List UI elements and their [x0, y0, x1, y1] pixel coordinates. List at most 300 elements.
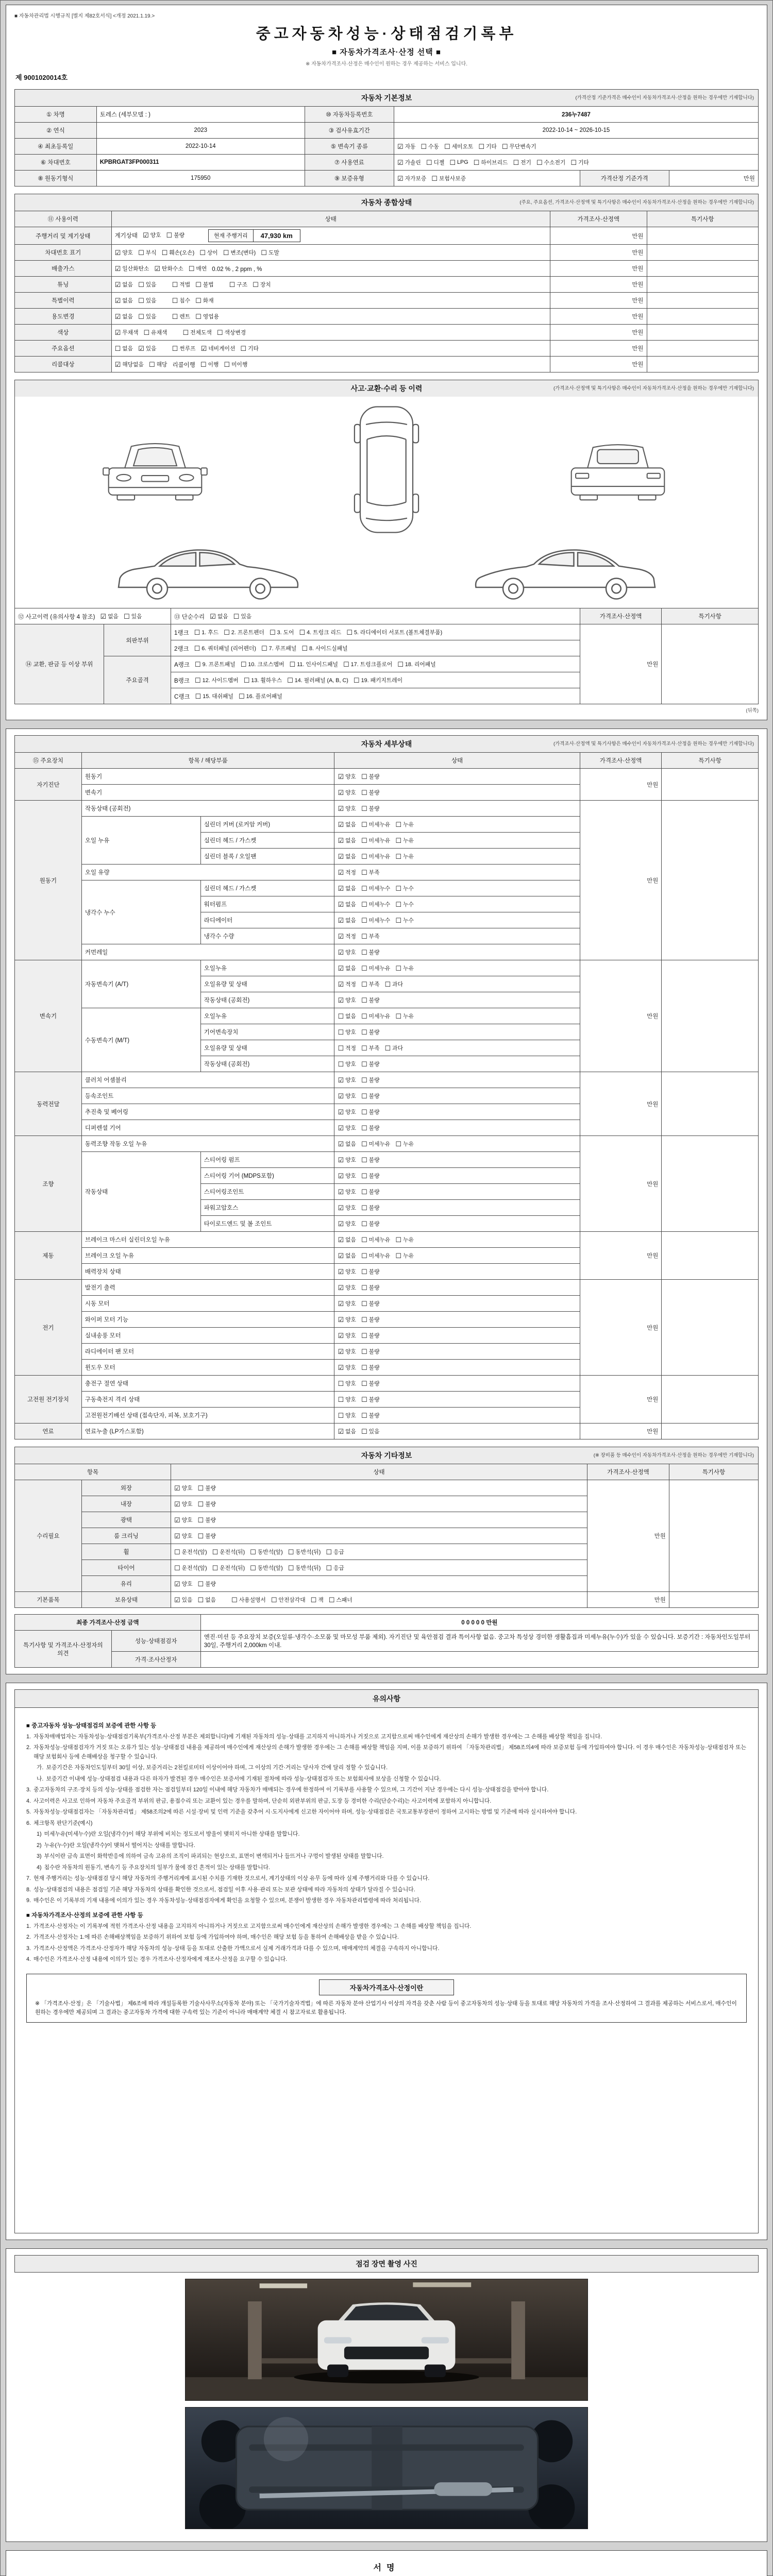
- checkbox-없음[interactable]: ☑ 없음: [100, 612, 119, 620]
- checkbox-양호[interactable]: ☑ 양호: [338, 1299, 356, 1308]
- checkbox-14. 필러패널 (A, B, C)[interactable]: ☐ 14. 필러패널 (A, B, C): [287, 676, 348, 684]
- checkbox-불량[interactable]: ☐ 불량: [361, 804, 380, 812]
- checkbox-양호[interactable]: ☑ 양호: [338, 948, 356, 956]
- notice-item: 2. 자동차성능·상태점검자가 거짓 또는 오류가 있는 성능·상태점검 내용을 제공하여 매수인에게 재산상의 손해가 발생한 경우에는 그 손해를 배상할 책임을 지며, 이를 보증하기 위하여 「자동차관리법」 제58조의4에 따라 보증보험 등에 가입하여야 합니다. 이 경우 매수인은 자동차성능·상태점검자 또는 해당 보험회사 등에 손해배상을 청구할 수 있습니다.: [26, 1744, 747, 1760]
- cell: 만원: [587, 1480, 669, 1592]
- header-cell: 휠: [81, 1544, 171, 1560]
- checkbox-동반석(뒤)[interactable]: ☐ 동반석(뒤): [288, 1564, 321, 1572]
- checkbox-없음[interactable]: ☑ 없음: [338, 964, 356, 972]
- header-cell: 가격산정 기준가격: [580, 171, 669, 187]
- header-cell: ⑤ 변속기 종류: [305, 139, 394, 155]
- checkbox-기타[interactable]: ☐ 기타: [478, 142, 497, 150]
- checkbox-불량[interactable]: ☐ 불량: [197, 1484, 216, 1492]
- checkbox-미세누유[interactable]: ☐ 미세누유: [361, 852, 391, 860]
- checkbox-누유[interactable]: ☐ 누유: [395, 1235, 414, 1244]
- checkbox-미세누수[interactable]: ☐ 미세누수: [361, 916, 391, 924]
- checkbox-양호[interactable]: ☑ 양호: [338, 1347, 356, 1355]
- checkbox-불량[interactable]: ☐ 불량: [197, 1532, 216, 1540]
- checkbox-색상변경[interactable]: ☐ 색상변경: [216, 328, 246, 336]
- checkbox-누유[interactable]: ☐ 누유: [395, 1251, 414, 1260]
- cell: [662, 624, 759, 704]
- checkbox-없음[interactable]: ☑ 없음: [338, 1427, 356, 1435]
- cell: 실린더 헤드 / 가스켓: [200, 880, 334, 896]
- header-cell: ⑦ 사용연료: [305, 155, 394, 171]
- checkbox-양호[interactable]: ☑ 양호: [338, 1219, 356, 1228]
- checkbox-불량[interactable]: ☐ 불량: [197, 1580, 216, 1588]
- checkbox-사용설명서[interactable]: ☐ 사용설명서: [231, 1596, 266, 1604]
- checkbox-양호[interactable]: ☑ 양호: [338, 788, 356, 796]
- cell: 만원: [550, 261, 647, 277]
- checkbox-구조[interactable]: ☐ 구조: [229, 280, 248, 289]
- checkbox-미세누유[interactable]: ☐ 미세누유: [361, 1140, 391, 1148]
- cell: [171, 1560, 587, 1576]
- panel-detail-page: [6, 728, 767, 1674]
- checkbox-양호[interactable]: ☐ 양호: [338, 1411, 356, 1419]
- checkbox-응급[interactable]: ☐ 응급: [326, 1564, 344, 1572]
- checkbox-부족[interactable]: ☐ 부족: [361, 980, 380, 988]
- checkbox-9. 프론트패널[interactable]: ☐ 9. 프론트패널: [194, 660, 236, 668]
- checkbox-누유[interactable]: ☐ 누유: [395, 852, 414, 860]
- header-cell: 변속기: [15, 960, 82, 1072]
- header-cell: 특별이력: [15, 293, 112, 309]
- checkbox-전체도색[interactable]: ☐ 전체도색: [182, 328, 212, 336]
- cell: [334, 801, 580, 817]
- checkbox-미세누유[interactable]: ☐ 미세누유: [361, 820, 391, 828]
- inspection-photo-underbody: [185, 2407, 588, 2529]
- cell: [334, 1232, 580, 1248]
- section-basic-note: (가격산정 기준가격은 매수인이 자동차가격조사·산정을 원하는 경우에만 기재합니다): [575, 95, 754, 101]
- page-mark: (뒤쪽): [746, 708, 759, 714]
- checkbox-해당없음[interactable]: ☑ 해당없음: [114, 360, 144, 368]
- checkbox-없음[interactable]: ☑ 없음: [338, 900, 356, 908]
- checkbox-불량[interactable]: ☐ 불량: [361, 788, 380, 796]
- checkbox-미세누유[interactable]: ☐ 미세누유: [361, 1012, 391, 1020]
- checkbox-적법[interactable]: ☐ 적법: [172, 280, 191, 289]
- checkbox-이행[interactable]: ☐ 이행: [200, 360, 219, 368]
- cell: 작동상태 (공회전): [200, 992, 334, 1008]
- section-accident-title: 사고·교환·수리 등 이력: [350, 384, 423, 393]
- notice-item: 2. 가격조사·산정자는 1.에 따른 손해배상책임을 보증하기 위하여 보험 등에 가입하여야 하며, 매수인은 해당 보험 등을 통하여 손해배상을 받을 수 있습니다.: [26, 1934, 399, 1941]
- checkbox-없음[interactable]: ☑ 없음: [338, 836, 356, 844]
- checkbox-네비게이션[interactable]: ☑ 네비게이션: [200, 344, 236, 352]
- cell: [647, 245, 758, 261]
- checkbox-훼손(오손)[interactable]: ☐ 훼손(오손): [161, 248, 195, 257]
- notice-item: 4. 사고이력은 사고로 인하여 자동차 주요골격 부위의 판금, 용접수리 또는 교환이 있는 경우를 말하며, 단순히 외판부위의 판금, 도장 등 경미한 수리(단순수리)는 사고이력에 포함하지 아니합니다.: [26, 1798, 492, 1804]
- header-cell: 전기: [15, 1280, 82, 1376]
- checkbox-양호[interactable]: ☑ 양호: [338, 996, 356, 1004]
- checkbox-불량[interactable]: ☐ 불량: [361, 1347, 380, 1355]
- checkbox-불량[interactable]: ☐ 불량: [361, 772, 380, 781]
- checkbox-적정[interactable]: ☑ 적정: [338, 932, 356, 940]
- checkbox-양호[interactable]: ☑ 양호: [338, 1108, 356, 1116]
- header-cell: 동력전달: [15, 1072, 82, 1136]
- checkbox-무단변속기[interactable]: ☐ 무단변속기: [501, 142, 536, 150]
- checkbox-없음[interactable]: ☑ 없음: [338, 884, 356, 892]
- section-etc-title: 자동차 기타정보: [361, 1451, 412, 1460]
- checkbox-불량[interactable]: ☐ 불량: [361, 1315, 380, 1324]
- checkbox-누유[interactable]: ☐ 누유: [395, 836, 414, 844]
- signature-area[interactable]: [14, 2573, 759, 2576]
- checkbox-미이행[interactable]: ☐ 미이행: [224, 360, 248, 368]
- checkbox-18. 리어패널[interactable]: ☐ 18. 리어패널: [397, 660, 436, 668]
- cell: 배력장치 상태: [81, 1264, 334, 1280]
- checkbox-적정[interactable]: ☐ 적정: [338, 1044, 356, 1052]
- checkbox-양호[interactable]: ☐ 양호: [338, 1395, 356, 1403]
- checkbox-미세누유[interactable]: ☐ 미세누유: [361, 1235, 391, 1244]
- checkbox-불량[interactable]: ☐ 불량: [361, 1331, 380, 1340]
- checkbox-불량[interactable]: ☐ 불량: [361, 1219, 380, 1228]
- cell: [334, 976, 580, 992]
- checkbox-양호[interactable]: ☑ 양호: [174, 1500, 193, 1508]
- cell: 등속조인트: [81, 1088, 334, 1104]
- cell: 2023: [96, 123, 305, 139]
- checkbox-12. 사이드멤버[interactable]: ☐ 12. 사이드멤버: [194, 676, 239, 684]
- checkbox-있음[interactable]: ☐ 있음: [123, 612, 142, 620]
- checkbox-해당[interactable]: ☐ 해당: [148, 360, 167, 368]
- checkbox-미세누유[interactable]: ☐ 미세누유: [361, 964, 391, 972]
- checkbox-11. 인사이드패널[interactable]: ☐ 11. 인사이드패널: [289, 660, 338, 668]
- checkbox-불량[interactable]: ☐ 불량: [361, 1283, 380, 1292]
- checkbox-동반석(앞)[interactable]: ☐ 동반석(앞): [250, 1548, 283, 1556]
- cell: 타이로드엔드 및 볼 조인트: [200, 1216, 334, 1232]
- cell: 만원: [580, 1136, 662, 1232]
- checkbox-과다[interactable]: ☐ 과다: [384, 980, 404, 988]
- checkbox-세미오토[interactable]: ☐ 세미오토: [444, 142, 474, 150]
- checkbox-불량[interactable]: ☐ 불량: [361, 1395, 380, 1403]
- checkbox-미세누유[interactable]: ☐ 미세누유: [361, 836, 391, 844]
- checkbox-불량[interactable]: ☐ 불량: [361, 1411, 380, 1419]
- cell: [662, 769, 759, 801]
- checkbox-양호[interactable]: ☑ 양호: [338, 1188, 356, 1196]
- checkbox-있음[interactable]: ☐ 있음: [138, 296, 157, 304]
- cell: 만원: [580, 1423, 662, 1439]
- cell: [111, 341, 550, 357]
- checkbox-2. 프론트펜더[interactable]: ☐ 2. 프론트펜더: [224, 628, 264, 636]
- checkbox-양호[interactable]: ☑ 양호: [338, 1267, 356, 1276]
- header-cell: 외장: [81, 1480, 171, 1496]
- checkbox-불량[interactable]: ☐ 불량: [361, 1108, 380, 1116]
- checkbox-누수[interactable]: ☐ 누수: [395, 900, 414, 908]
- notice-part2-title: ■ 자동차가격조사·산정의 보증에 관한 사항 등: [26, 1912, 143, 1919]
- cell: [334, 817, 580, 833]
- checkbox-불량[interactable]: ☐ 불량: [361, 996, 380, 1004]
- section-photos-title: 점검 장면 촬영 사진: [356, 2260, 417, 2268]
- car-diagram-side-right: [454, 538, 676, 603]
- checkbox-불량[interactable]: ☐ 불량: [361, 1092, 380, 1100]
- checkbox-불량[interactable]: ☐ 불량: [361, 1204, 380, 1212]
- checkbox-13. 휠하우스[interactable]: ☐ 13. 휠하우스: [243, 676, 282, 684]
- checkbox-변조(변타)[interactable]: ☐ 변조(변타): [223, 248, 256, 257]
- checkbox-7. 루프패널[interactable]: ☐ 7. 루프패널: [261, 644, 297, 652]
- checkbox-불법[interactable]: ☐ 불법: [195, 280, 214, 289]
- cell: 만원: [550, 309, 647, 325]
- checkbox-있음[interactable]: ☐ 있음: [361, 1427, 380, 1435]
- cell: [334, 1408, 580, 1423]
- cell: [111, 245, 550, 261]
- cell: [171, 1592, 587, 1608]
- checkbox-불량[interactable]: ☐ 불량: [361, 1379, 380, 1387]
- checkbox-자가보증[interactable]: ☑ 자가보증: [397, 174, 427, 182]
- checkbox-양호[interactable]: ☐ 양호: [338, 1028, 356, 1036]
- cell: 스티어링 기어 (MDPS포함): [200, 1168, 334, 1184]
- checkbox-없음[interactable]: ☐ 없음: [114, 344, 133, 352]
- checkbox-양호[interactable]: ☑ 양호: [338, 1283, 356, 1292]
- checkbox-있음[interactable]: ☑ 있음: [174, 1596, 193, 1604]
- checkbox-동반석(앞)[interactable]: ☐ 동반석(앞): [250, 1564, 283, 1572]
- header-cell: 차대번호 표기: [15, 245, 112, 261]
- checkbox-없음[interactable]: ☑ 없음: [338, 916, 356, 924]
- checkbox-불량[interactable]: ☐ 불량: [361, 1124, 380, 1132]
- checkbox-없음[interactable]: ☑ 없음: [210, 612, 228, 620]
- cell: [662, 1136, 759, 1232]
- checkbox-불량[interactable]: ☐ 불량: [197, 1516, 216, 1524]
- checkbox-동반석(뒤)[interactable]: ☐ 동반석(뒤): [288, 1548, 321, 1556]
- checkbox-양호[interactable]: ☑ 양호: [338, 1092, 356, 1100]
- checkbox-없음[interactable]: ☑ 없음: [338, 1140, 356, 1148]
- cell: [334, 1296, 580, 1312]
- cell: [647, 227, 758, 245]
- cell: 오일누유: [200, 1008, 334, 1024]
- checkbox-기타[interactable]: ☐ 기타: [240, 344, 259, 352]
- notice-item: 4) 침수란 자동차의 원동기, 변속기 등 주요장치의 일부가 물에 잠긴 흔적이 있는 상태를 말합니다.: [37, 1864, 270, 1871]
- form-table: [14, 608, 759, 704]
- checkbox-침수[interactable]: ☐ 침수: [172, 296, 191, 304]
- checkbox-보험사보증[interactable]: ☐ 보험사보증: [431, 174, 466, 182]
- checkbox-양호[interactable]: ☑ 양호: [174, 1516, 193, 1524]
- checkbox-15. 대쉬패널[interactable]: ☐ 15. 대쉬패널: [195, 692, 233, 700]
- checkbox-무채색[interactable]: ☑ 무채색: [114, 328, 139, 336]
- checkbox-없음[interactable]: ☑ 없음: [114, 312, 133, 320]
- checkbox-불량[interactable]: ☐ 불량: [361, 1188, 380, 1196]
- checkbox-양호[interactable]: ☑ 양호: [143, 231, 161, 239]
- cell: 오일누유: [200, 960, 334, 976]
- cell: [334, 1216, 580, 1232]
- header-cell: 외판부위: [104, 624, 171, 656]
- checkbox-불량[interactable]: ☐ 불량: [361, 1060, 380, 1068]
- notice-title: 유의사항: [14, 1689, 759, 1708]
- checkbox-상이[interactable]: ☐ 상이: [199, 248, 218, 257]
- checkbox-1. 후드[interactable]: ☐ 1. 후드: [194, 628, 219, 636]
- checkbox-누유[interactable]: ☐ 누유: [395, 820, 414, 828]
- checkbox-부족[interactable]: ☐ 부족: [361, 932, 380, 940]
- checkbox-17. 트렁크플로어[interactable]: ☐ 17. 트렁크플로어: [343, 660, 393, 668]
- cell: 0 0 0 0 0 만원: [200, 1615, 758, 1631]
- checkbox-없음[interactable]: ☑ 없음: [114, 296, 133, 304]
- checkbox-적정[interactable]: ☑ 적정: [338, 980, 356, 988]
- checkbox-양호[interactable]: ☑ 양호: [338, 1363, 356, 1371]
- checkbox-불량[interactable]: ☐ 불량: [197, 1500, 216, 1508]
- checkbox-렌트[interactable]: ☐ 렌트: [172, 312, 191, 320]
- checkbox-16. 플로어패널[interactable]: ☐ 16. 플로어패널: [238, 692, 282, 700]
- document-number: 제 9001020014호: [15, 74, 68, 81]
- checkbox-19. 패키지트레이[interactable]: ☐ 19. 패키지트레이: [353, 676, 403, 684]
- checkbox-누유[interactable]: ☐ 누유: [395, 964, 414, 972]
- panel-photos: [6, 2248, 767, 2542]
- cell: 시동 모터: [81, 1296, 334, 1312]
- checkbox-수소전기[interactable]: ☐ 수소전기: [536, 158, 566, 166]
- cell: [334, 1072, 580, 1088]
- signature-title: 서명: [373, 2564, 400, 2572]
- checkbox-양호[interactable]: ☑ 양호: [174, 1484, 193, 1492]
- cell: 오일유량 및 상태: [200, 1040, 334, 1056]
- checkbox-도말[interactable]: ☐ 도말: [261, 248, 279, 257]
- checkbox-불량[interactable]: ☐ 불량: [166, 231, 185, 239]
- checkbox-자동[interactable]: ☑ 자동: [397, 142, 416, 150]
- checkbox-양호[interactable]: ☑ 양호: [338, 1315, 356, 1324]
- notice-item: 1) 미세누유(미세누수)란 오일(냉각수)이 해당 부위에 비치는 정도로서 방울이 맺히지 아니한 상태를 말합니다.: [37, 1831, 300, 1838]
- header-cell: ⑥ 차대번호: [15, 155, 97, 171]
- checkbox-있음[interactable]: ☐ 있음: [138, 280, 157, 289]
- checkbox-썬루프[interactable]: ☐ 썬루프: [172, 344, 196, 352]
- checkbox-양호[interactable]: ☑ 양호: [338, 1204, 356, 1212]
- cell: B랭크 ☐ 12. 사이드멤버 ☐ 13. 휠하우스 ☐ 14. 필러패널 (A, B, C) ☐ 19. 패키지트레이: [171, 672, 580, 688]
- checkbox-불량[interactable]: ☐ 불량: [361, 1028, 380, 1036]
- checkbox-디젤[interactable]: ☐ 디젤: [426, 158, 445, 166]
- checkbox-양호[interactable]: ☑ 양호: [174, 1580, 193, 1588]
- checkbox-있음[interactable]: ☐ 있음: [138, 312, 157, 320]
- checkbox-3. 도어[interactable]: ☐ 3. 도어: [269, 628, 294, 636]
- header-cell: ⑮ 주요장치: [15, 753, 82, 769]
- cell: 냉각수 수량: [200, 928, 334, 944]
- checkbox-매연[interactable]: ☐ 매연: [188, 264, 207, 273]
- header-cell: ⑪ 사용이력: [15, 211, 112, 227]
- checkbox-양호[interactable]: ☐ 양호: [338, 1379, 356, 1387]
- cell: 오일 누유: [81, 817, 200, 865]
- checkbox-과다[interactable]: ☐ 과다: [384, 1044, 404, 1052]
- header-cell: 튜닝: [15, 277, 112, 293]
- checkbox-화재[interactable]: ☐ 화재: [195, 296, 214, 304]
- checkbox-불량[interactable]: ☐ 불량: [361, 1363, 380, 1371]
- checkbox-응급[interactable]: ☐ 응급: [326, 1548, 344, 1556]
- page-subtitle-note: ※ 자동차가격조사·산정은 매수인이 원하는 경우 제공하는 서비스 입니다.: [305, 61, 468, 67]
- checkbox-운전석(뒤)[interactable]: ☐ 운전석(뒤): [212, 1564, 245, 1572]
- header-cell: 성능·상태점검자: [111, 1631, 200, 1652]
- checkbox-양호[interactable]: ☑ 양호: [114, 248, 133, 257]
- checkbox-양호[interactable]: ☑ 양호: [338, 1124, 356, 1132]
- checkbox-10. 크로스멤버[interactable]: ☐ 10. 크로스멤버: [240, 660, 284, 668]
- checkbox-안전삼각대[interactable]: ☐ 안전삼각대: [271, 1596, 306, 1604]
- checkbox-양호[interactable]: ☑ 양호: [174, 1532, 193, 1540]
- checkbox-전기[interactable]: ☐ 전기: [513, 158, 531, 166]
- checkbox-부족[interactable]: ☐ 부족: [361, 1044, 380, 1052]
- cell: [171, 1480, 587, 1496]
- checkbox-있음[interactable]: ☑ 있음: [138, 344, 157, 352]
- checkbox-양호[interactable]: ☑ 양호: [338, 772, 356, 781]
- checkbox-불량[interactable]: ☐ 불량: [361, 1076, 380, 1084]
- checkbox-8. 사이드실패널[interactable]: ☐ 8. 사이드실패널: [301, 644, 348, 652]
- checkbox-4. 트렁크 리드[interactable]: ☐ 4. 트렁크 리드: [299, 628, 342, 636]
- notice-item: 2) 누유(누수)란 오일(냉각수)이 맺혀서 떨어지는 상태를 말합니다.: [37, 1842, 195, 1849]
- cell: 1랭크 ☐ 1. 후드 ☐ 2. 프론트펜더 ☐ 3. 도어 ☐ 4. 트렁크 리드 ☐ 5. 라디에이터 서포트 (볼트체결부품): [171, 624, 580, 640]
- cell: [662, 1423, 759, 1439]
- cell: 236누7487: [394, 107, 758, 123]
- checkbox-누수[interactable]: ☐ 누수: [395, 916, 414, 924]
- checkbox-미세누수[interactable]: ☐ 미세누수: [361, 884, 391, 892]
- form-table: [14, 211, 759, 372]
- checkbox-하이브리드[interactable]: ☐ 하이브리드: [473, 158, 508, 166]
- checkbox-부식[interactable]: ☐ 부식: [138, 248, 157, 257]
- checkbox-5. 라디에이터 서포트 (볼트체결부품)[interactable]: ☐ 5. 라디에이터 서포트 (볼트체결부품): [346, 628, 443, 636]
- checkbox-불량[interactable]: ☐ 불량: [361, 1267, 380, 1276]
- checkbox-있음[interactable]: ☐ 있음: [233, 612, 252, 620]
- cell: [647, 309, 758, 325]
- checkbox-양호[interactable]: ☑ 양호: [338, 1172, 356, 1180]
- checkbox-없음[interactable]: ☐ 없음: [338, 1012, 356, 1020]
- cell: 냉각수 누수: [81, 880, 200, 944]
- checkbox-적정[interactable]: ☑ 적정: [338, 868, 356, 876]
- checkbox-탄화수소[interactable]: ☑ 탄화수소: [154, 264, 183, 273]
- checkbox-양호[interactable]: ☐ 양호: [338, 1060, 356, 1068]
- etc-info-table: [14, 1464, 759, 1608]
- checkbox-없음[interactable]: ☑ 없음: [114, 280, 133, 289]
- checkbox-가솔린[interactable]: ☑ 가솔린: [397, 158, 421, 166]
- header-cell: 주행거리 및 계기상태: [15, 227, 112, 245]
- checkbox-누수[interactable]: ☐ 누수: [395, 884, 414, 892]
- checkbox-영업용[interactable]: ☐ 영업용: [195, 312, 220, 320]
- checkbox-누유[interactable]: ☐ 누유: [395, 1012, 414, 1020]
- checkbox-미세누수[interactable]: ☐ 미세누수: [361, 900, 391, 908]
- header-cell: 자기진단: [15, 769, 82, 801]
- checkbox-부족[interactable]: ☐ 부족: [361, 868, 380, 876]
- checkbox-불량[interactable]: ☐ 불량: [361, 948, 380, 956]
- checkbox-운전석(뒤)[interactable]: ☐ 운전석(뒤): [212, 1548, 245, 1556]
- checkbox-운전석(앞)[interactable]: ☐ 운전석(앞): [174, 1564, 207, 1572]
- cell: 추진축 및 베어링: [81, 1104, 334, 1120]
- checkbox-장치[interactable]: ☐ 장치: [253, 280, 271, 289]
- checkbox-운전석(앞)[interactable]: ☐ 운전석(앞): [174, 1548, 207, 1556]
- cell: ⑬ 단순수리 ☑ 없음 ☐ 있음: [171, 608, 580, 624]
- checkbox-누유[interactable]: ☐ 누유: [395, 1140, 414, 1148]
- cell: 커먼레일: [81, 944, 334, 960]
- header-cell: ⑭ 교환, 판금 등 이상 부위: [15, 624, 104, 704]
- cell: [394, 139, 758, 155]
- checkbox-양호[interactable]: ☑ 양호: [338, 804, 356, 812]
- checkbox-없음[interactable]: ☑ 없음: [338, 1235, 356, 1244]
- checkbox-잭[interactable]: ☐ 잭: [310, 1596, 324, 1604]
- notice-item: 3) 부식이란 금속 표면이 화학반응에 의하여 금속 고유의 조직이 파괴되는 현상으로, 표면이 변색되거나 들뜨거나 구멍이 발생된 상태를 말합니다.: [37, 1853, 384, 1860]
- checkbox-LPG[interactable]: ☐ LPG: [449, 158, 468, 166]
- checkbox-수동[interactable]: ☐ 수동: [421, 142, 439, 150]
- cell: [171, 1496, 587, 1512]
- cell: [394, 155, 758, 171]
- checkbox-미세누유[interactable]: ☐ 미세누유: [361, 1251, 391, 1260]
- checkbox-불량[interactable]: ☐ 불량: [361, 1299, 380, 1308]
- checkbox-유채색[interactable]: ☐ 유채색: [143, 328, 167, 336]
- checkbox-없음[interactable]: ☑ 없음: [338, 820, 356, 828]
- final-price-table: [14, 1614, 759, 1668]
- checkbox-양호[interactable]: ☑ 양호: [338, 1331, 356, 1340]
- checkbox-없음[interactable]: ☑ 없음: [338, 852, 356, 860]
- checkbox-기타[interactable]: ☐ 기타: [570, 158, 589, 166]
- header-cell: 유리: [81, 1576, 171, 1592]
- checkbox-일산화탄소[interactable]: ☑ 일산화탄소: [114, 264, 149, 273]
- section-basic-title: 자동차 기본정보: [361, 94, 412, 102]
- cell: 브레이크 오일 누유: [81, 1248, 334, 1264]
- notice-item: 1. 자동차매매업자는 자동차성능·상태점검기록부(가격조사·산정 부분은 제외합니다)에 기재된 자동차의 성능·상태를 고지하지 아니하거나 거짓으로 고지함으로써 매수인에게 재산상의 손해가 발생한 경우에는 그 손해를 배상할 책임을 집니다.: [26, 1734, 602, 1740]
- checkbox-불량[interactable]: ☐ 불량: [361, 1156, 380, 1164]
- header-cell: ③ 검사유효기간: [305, 123, 394, 139]
- checkbox-없음[interactable]: ☐ 없음: [197, 1596, 216, 1604]
- checkbox-양호[interactable]: ☑ 양호: [338, 1076, 356, 1084]
- checkbox-없음[interactable]: ☑ 없음: [338, 1251, 356, 1260]
- cell: [171, 1528, 587, 1544]
- checkbox-6. 쿼터패널 (리어펜더)[interactable]: ☐ 6. 쿼터패널 (리어펜더): [194, 644, 256, 652]
- cell: 작동상태: [81, 1152, 200, 1232]
- checkbox-스패너[interactable]: ☐ 스패너: [328, 1596, 352, 1604]
- checkbox-양호[interactable]: ☑ 양호: [338, 1156, 356, 1164]
- checkbox-불량[interactable]: ☐ 불량: [361, 1172, 380, 1180]
- price-survey-definition-title: 자동차가격조사·산정이란: [319, 1979, 454, 1995]
